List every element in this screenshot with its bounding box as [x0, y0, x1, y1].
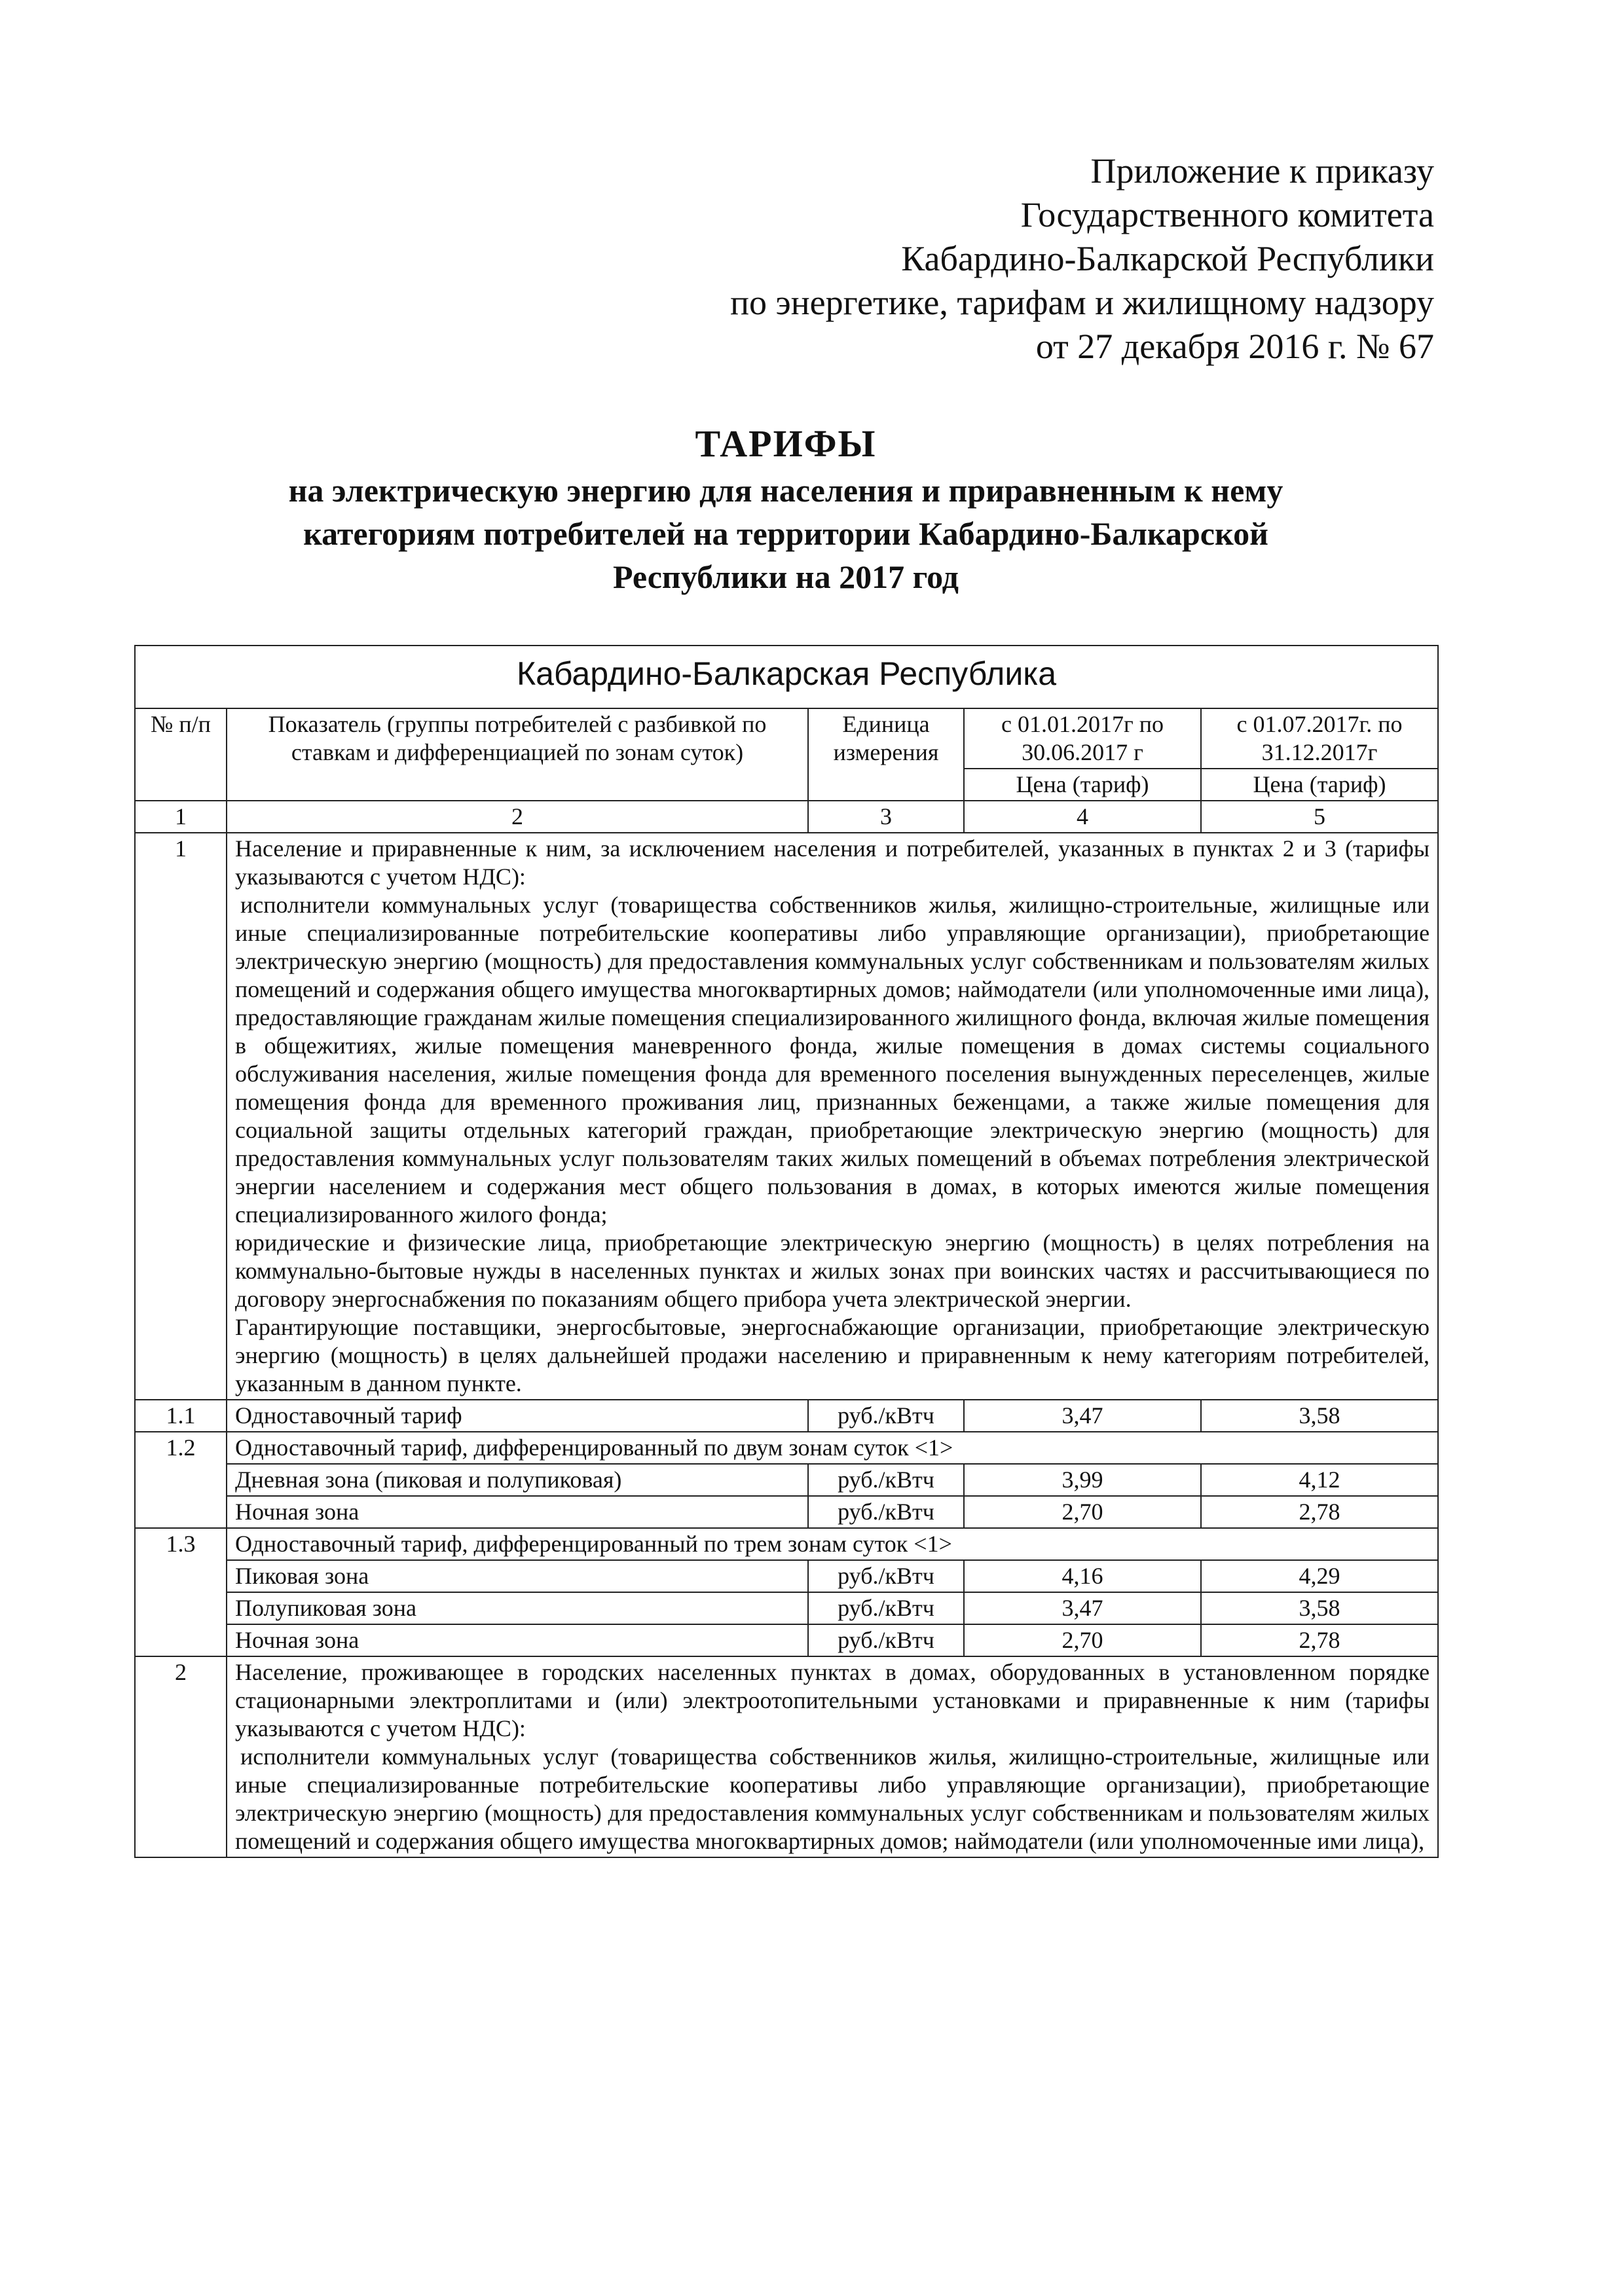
- document-heading: [131, 419, 1441, 598]
- row-price-1: 2,70: [964, 1496, 1201, 1528]
- row-price-2: 2,78: [1201, 1624, 1438, 1656]
- document-subtitle-line: категориям потребителей на территории Кабардино-Балкарской: [303, 515, 1268, 552]
- document-subtitle-line: на электрическую энергию для населения и приравненным к нему: [288, 472, 1283, 509]
- section-1-description: [227, 833, 1438, 1400]
- section-2-description: [227, 1656, 1438, 1857]
- zone-label: Ночная зона: [227, 1496, 808, 1528]
- header-num: № п/п: [135, 708, 227, 801]
- section-paragraph: Население, проживающее в городских населенных пунктах в домах, оборудованных в установленном порядке стационарными электроплитами и (или) электроотопительными установками и приравненные к ним (тарифы указываются с учетом НДС):: [235, 1659, 1430, 1741]
- table-row: [135, 1560, 1438, 1592]
- table-header-row: [135, 708, 1438, 769]
- appendix-line: Приложение к приказу: [1090, 151, 1434, 191]
- column-number: 3: [808, 801, 964, 833]
- tariff-table: [134, 645, 1439, 1858]
- zone-label: Полупиковая зона: [227, 1592, 808, 1624]
- section-paragraph: Гарантирующие поставщики, энергосбытовые, энергоснабжающие организации, приобретающие электрическую энергию (мощность) в целях дальнейшей продажи населению и приравненным к нему категориям потребителей, указанным в данном пункте.: [235, 1314, 1430, 1396]
- row-price-2: 2,78: [1201, 1496, 1438, 1528]
- appendix-line: от 27 декабря 2016 г. № 67: [1035, 327, 1434, 366]
- section-paragraph: исполнители коммунальных услуг (товарищества собственников жилья, жилищно-строительные, жилищные или иные специализированные потребительские кооперативы либо управляющие организации), приобретающие электрическую энергию (мощность) для предоставления коммунальных услуг собственникам и пользователям жилых помещений и содержания общего имущества многоквартирных домов; наймодатели (или уполномоченные ими лица), предоставляющие гражданам жилые помещения специализированного жилищного фонда, включая жилые помещения в общежитиях, жилые помещения маневренного фонда, жилые помещения в домах системы социального обслуживания населения, жилые помещения фонда для временного поселения вынужденных переселенцев, жилые помещения фонда для временного проживания лиц, признанных беженцами, а также жилые помещения для социальной защиты отдельных категорий граждан, приобретающие электрическую энергию (мощность) для предоставления коммунальных услуг пользователям таких жилых помещений в объемах потребления электрической энергии населением и содержания мест общего пользования в домах, в которых имеются жилые помещения специализированного жилого фонда;: [235, 892, 1430, 1228]
- row-price-1: 3,47: [964, 1400, 1201, 1432]
- row-price-1: 2,70: [964, 1624, 1201, 1656]
- zone-label: Пиковая зона: [227, 1560, 808, 1592]
- zone-label: Ночная зона: [227, 1624, 808, 1656]
- section-paragraph: исполнители коммунальных услуг (товарищества собственников жилья, жилищно-строительные, жилищные или иные специализированные потребительские кооперативы либо управляющие организации), приобретающие электрическую энергию (мощность) для предоставления коммунальных услуг собственникам и пользователям жилых помещений и содержания общего имущества многоквартирных домов; наймодатели (или уполномоченные ими лица),: [235, 1743, 1430, 1854]
- header-indicator: Показатель (группы потребителей с разбивкой по ставкам и дифференциацией по зонам суток): [227, 708, 808, 801]
- table-region-row: [135, 646, 1438, 708]
- section-2-row: [135, 1656, 1438, 1857]
- header-price-2: Цена (тариф): [1201, 769, 1438, 801]
- document-title: ТАРИФЫ: [695, 422, 877, 465]
- column-number: 4: [964, 801, 1201, 833]
- row-unit: руб./кВтч: [808, 1592, 964, 1624]
- column-number: 2: [227, 801, 808, 833]
- appendix-line: Государственного комитета: [1020, 195, 1434, 234]
- table-row: [135, 1400, 1438, 1432]
- column-number: 1: [135, 801, 227, 833]
- header-period-2: с 01.07.2017г. по 31.12.2017г: [1201, 708, 1438, 769]
- row-price-2: 4,29: [1201, 1560, 1438, 1592]
- appendix-line: по энергетике, тарифам и жилищному надзору: [730, 283, 1434, 322]
- row-unit: руб./кВтч: [808, 1560, 964, 1592]
- row-price-2: 3,58: [1201, 1400, 1438, 1432]
- zone-label: Дневная зона (пиковая и полупиковая): [227, 1464, 808, 1496]
- section-number: 1: [135, 833, 227, 1400]
- row-price-2: 4,12: [1201, 1464, 1438, 1496]
- row-label: Одноставочный тариф, дифференцированный по двум зонам суток <1>: [227, 1432, 1438, 1464]
- row-number: 1.1: [135, 1400, 227, 1432]
- appendix-block: [524, 149, 1434, 369]
- row-label: Одноставочный тариф: [227, 1400, 808, 1432]
- row-unit: руб./кВтч: [808, 1496, 964, 1528]
- row-number: 1.3: [135, 1528, 227, 1656]
- row-price-1: 3,47: [964, 1592, 1201, 1624]
- table-row: [135, 1464, 1438, 1496]
- table-row: [135, 1496, 1438, 1528]
- document-subtitle-line: Республики на 2017 год: [613, 558, 959, 595]
- header-unit: Единица измерения: [808, 708, 964, 801]
- section-number: 2: [135, 1656, 227, 1857]
- table-row: [135, 1432, 1438, 1464]
- header-period-1: с 01.01.2017г по 30.06.2017 г: [964, 708, 1201, 769]
- region-title: Кабардино-Балкарская Республика: [135, 646, 1438, 708]
- appendix-line: Кабардино-Балкарской Республики: [901, 239, 1434, 278]
- row-unit: руб./кВтч: [808, 1624, 964, 1656]
- row-unit: руб./кВтч: [808, 1464, 964, 1496]
- column-number: 5: [1201, 801, 1438, 833]
- section-paragraph: юридические и физические лица, приобретающие электрическую энергию (мощность) в целях потребления на коммунально-бытовые нужды в населенных пунктах и жилых зонах при воинских частях и рассчитывающиеся по договору энергоснабжения по показаниям общего прибора учета электрической энергии.: [235, 1230, 1430, 1312]
- row-price-1: 3,99: [964, 1464, 1201, 1496]
- row-number: 1.2: [135, 1432, 227, 1528]
- row-price-2: 3,58: [1201, 1592, 1438, 1624]
- section-paragraph: Население и приравненные к ним, за исключением населения и потребителей, указанных в пунктах 2 и 3 (тарифы указываются с учетом НДС):: [235, 835, 1430, 890]
- row-unit: руб./кВтч: [808, 1400, 964, 1432]
- section-1-row: [135, 833, 1438, 1400]
- row-price-1: 4,16: [964, 1560, 1201, 1592]
- column-number-row: [135, 801, 1438, 833]
- row-label: Одноставочный тариф, дифференцированный по трем зонам суток <1>: [227, 1528, 1438, 1560]
- table-row: [135, 1624, 1438, 1656]
- table-row: [135, 1528, 1438, 1560]
- table-row: [135, 1592, 1438, 1624]
- header-price-1: Цена (тариф): [964, 769, 1201, 801]
